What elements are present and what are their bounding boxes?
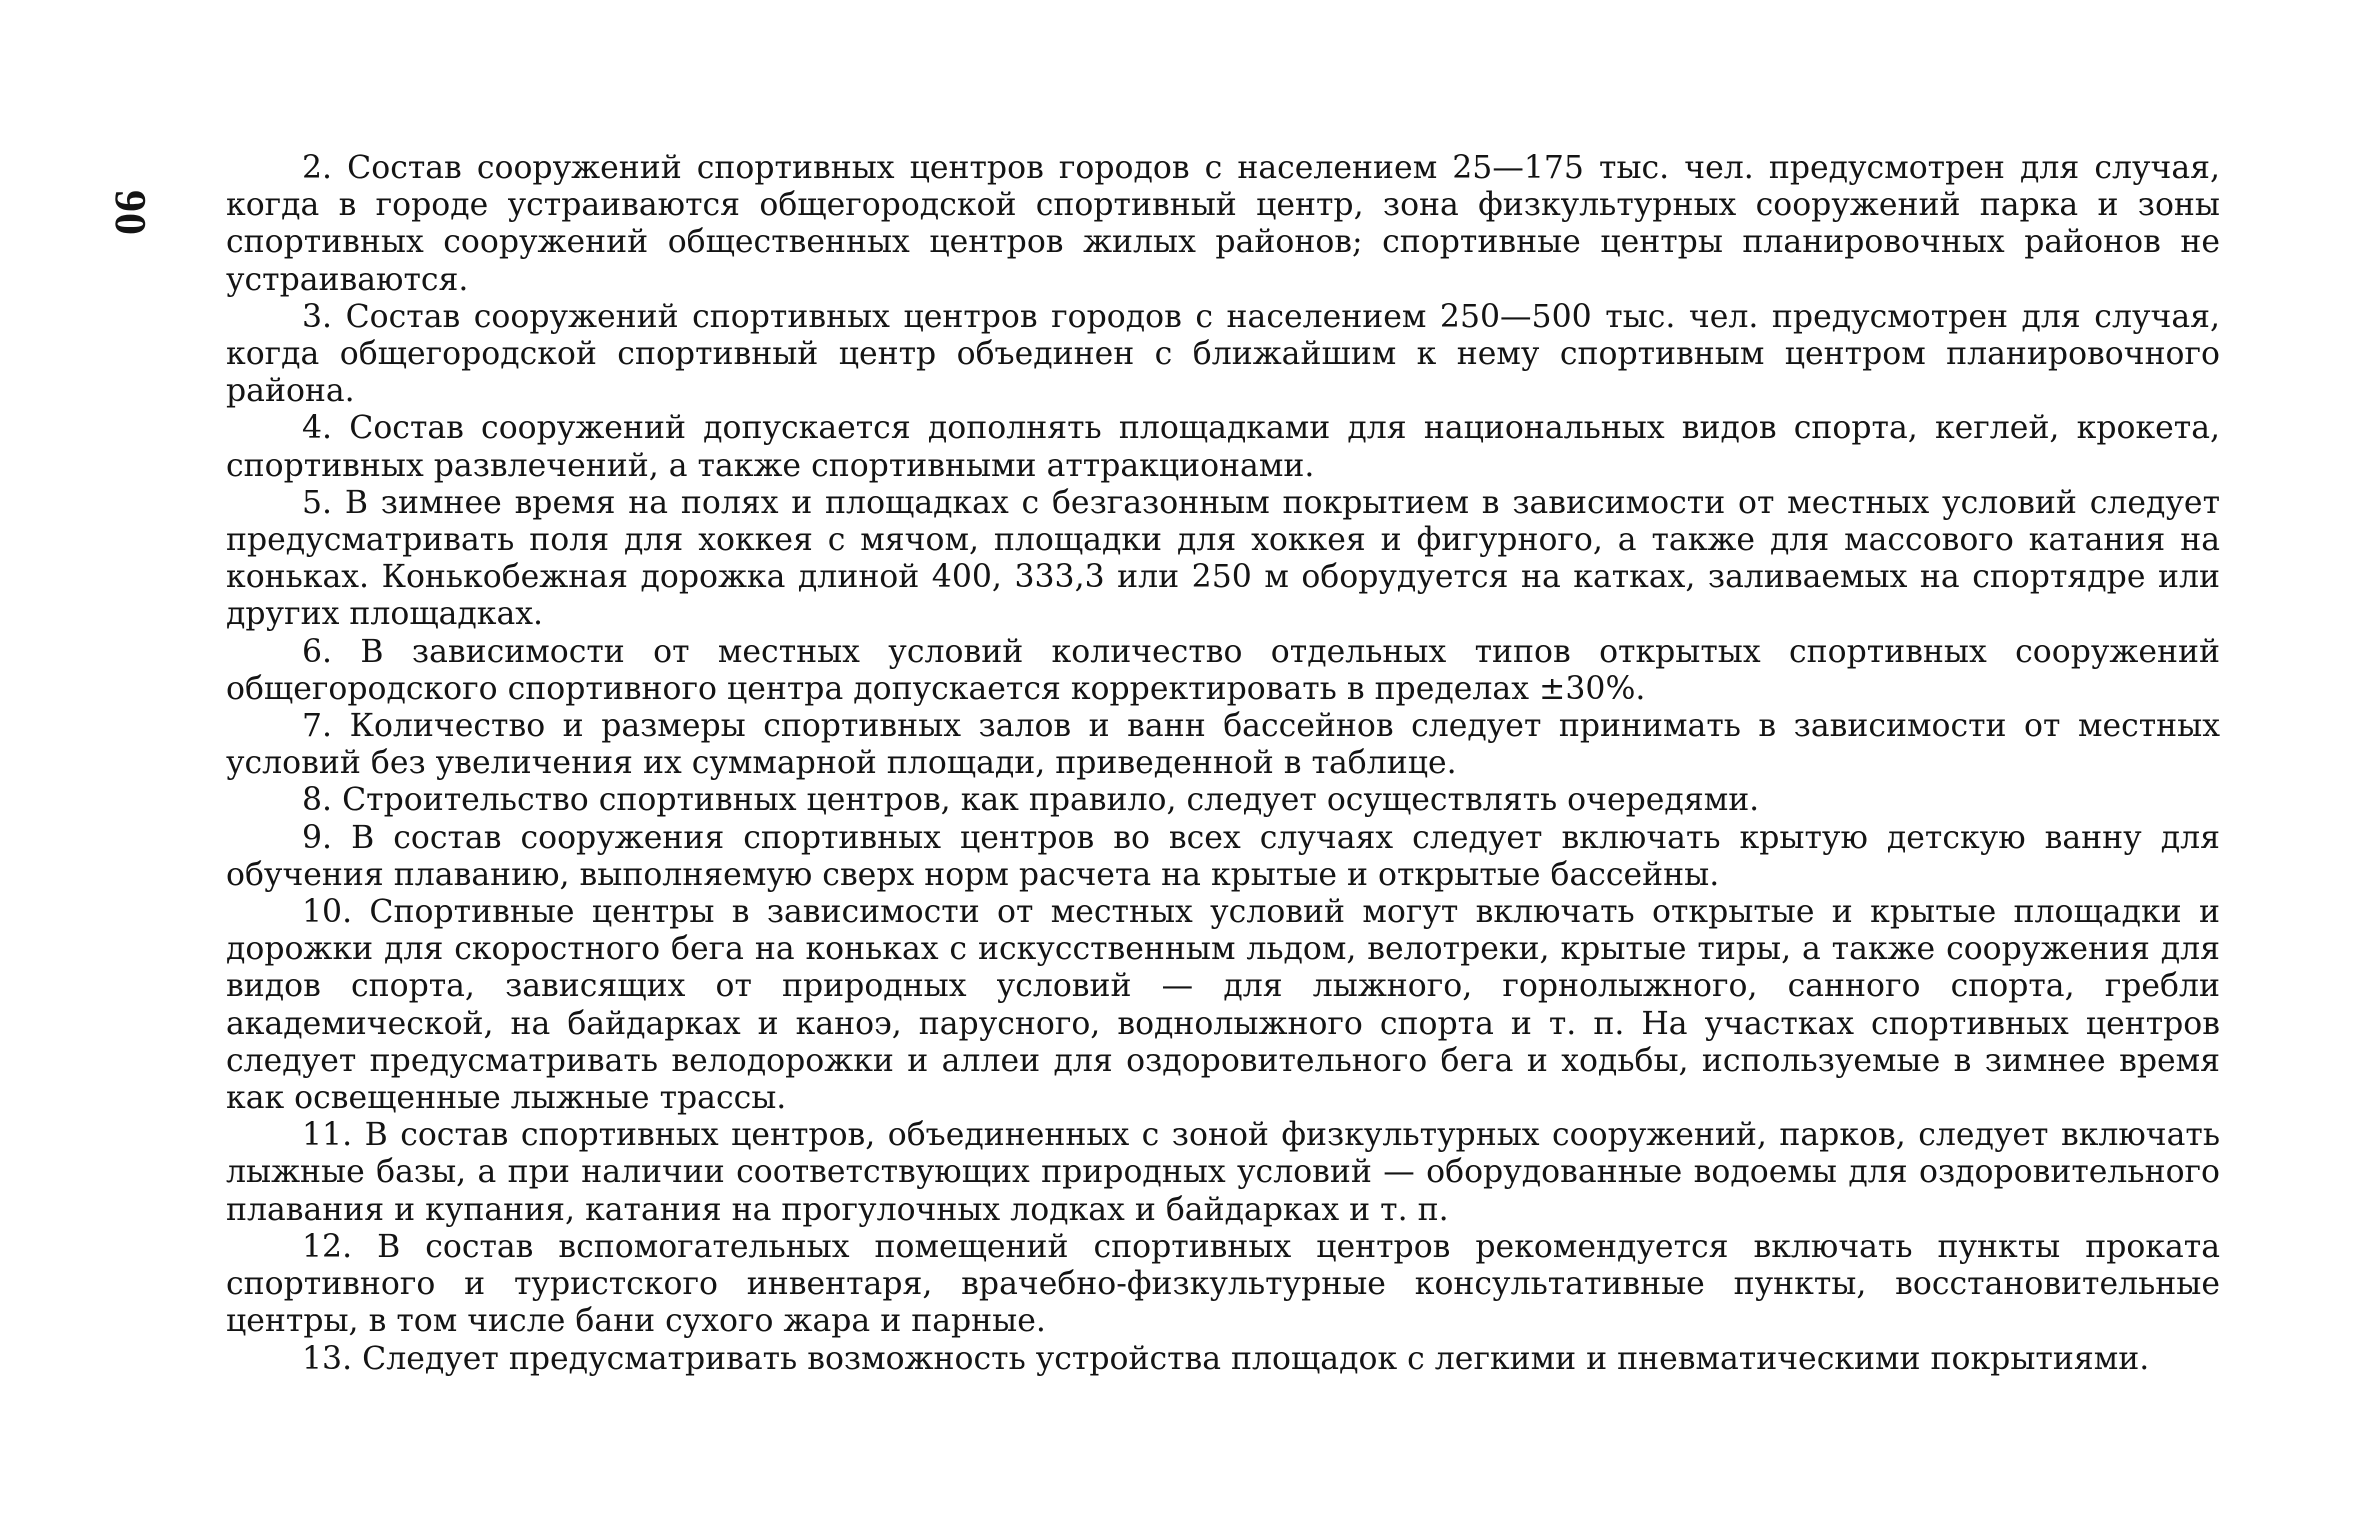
paragraph-10: 10. Спортивные центры в зависимости от местных условий могут включать открытые и крытые площадки и дорожки для скоростного бега на коньках с искусственным льдом, велотреки, крытые тиры, а также сооружения для видов спорта, зависящих от природных условий — для лыжного, горнолыжного, санного спорта, гребли академической, на байдарках и каноэ, парусного, воднолыжного спорта и т. п. На участках спортивных центров следует предусматривать велодорожки и аллеи для оздоровительного бега и ходьбы, используемые в зимнее время как освещенные лыжные трассы. (226, 894, 2220, 1117)
paragraph-11: 11. В состав спортивных центров, объединенных с зоной физкультурных сооружений, парков, следует включать лыжные базы, а при наличии соответствующих природных условий — оборудованные водоемы для оздоровительного плавания и купания, катания на прогулочных лодках и байдарках и т. п. (226, 1117, 2220, 1228)
paragraph-5: 5. В зимнее время на полях и площадках с безгазонным покрытием в зависимости от местных условий следует предусматривать поля для хоккея с мячом, площадки для хоккея и фигурного, а также для массового катания на коньках. Конькобежная дорожка длиной 400, 333,3 или 250 м оборудуется на катках, заливаемых на спортядре или других площадках. (226, 484, 2220, 633)
paragraph-13: 13. Следует предусматривать возможность устройства площадок с легкими и пневматическими покрытиями. (302, 1340, 2150, 1377)
paragraph-7: 7. Количество и размеры спортивных залов и ванн бассейнов следует принимать в зависимости от местных условий без увеличения их суммарной площади, приведенной в таблице. (226, 708, 2220, 782)
paragraph-3: 3. Состав сооружений спортивных центров городов с населением 250—500 тыс. чел. предусмотрен для случая, когда общегородской спортивный центр объединен с ближайшим к нему спортивным центром планировочного района. (226, 298, 2220, 410)
paragraph-4: 4. Состав сооружений допускается дополнять площадками для национальных видов спорта, кеглей, крокета, спортивных развлечений, а также спортивными аттракционами. (226, 410, 2220, 484)
paragraph-9: 9. В состав сооружения спортивных центров во всех случаях следует включать крытую детскую ванну для обучения плаванию, выполняемую сверх норм расчета на крытые и открытые бассейны. (226, 819, 2220, 893)
paragraph-12: 12. В состав вспомогательных помещений спортивных центров рекомендуется включать пункты проката спортивного и туристского инвентаря, врачебно-физкультурные консультативные пункты, восстановительные центры, в том числе бани сухого жара и парные. (226, 1228, 2220, 1340)
paragraph-6: 6. В зависимости от местных условий количество отдельных типов открытых спортивных сооружений общегородского спортивного центра допускается корректировать в пределах ±30%. (226, 633, 2220, 707)
page-number: 90 (106, 190, 155, 236)
document-body (226, 150, 2220, 1378)
paragraph-2: 2. Состав сооружений спортивных центров городов с населением 25—175 тыс. чел. предусмотрен для случая, когда в городе устраиваются общегородской спортивный центр, зона физкультурных сооружений парка и зоны спортивных сооружений общественных центров жилых районов; спортивные центры планировочных районов не устраиваются. (226, 150, 2220, 298)
paragraph-8: 8. Строительство спортивных центров, как правило, следует осуществлять очередями. (302, 782, 1760, 819)
